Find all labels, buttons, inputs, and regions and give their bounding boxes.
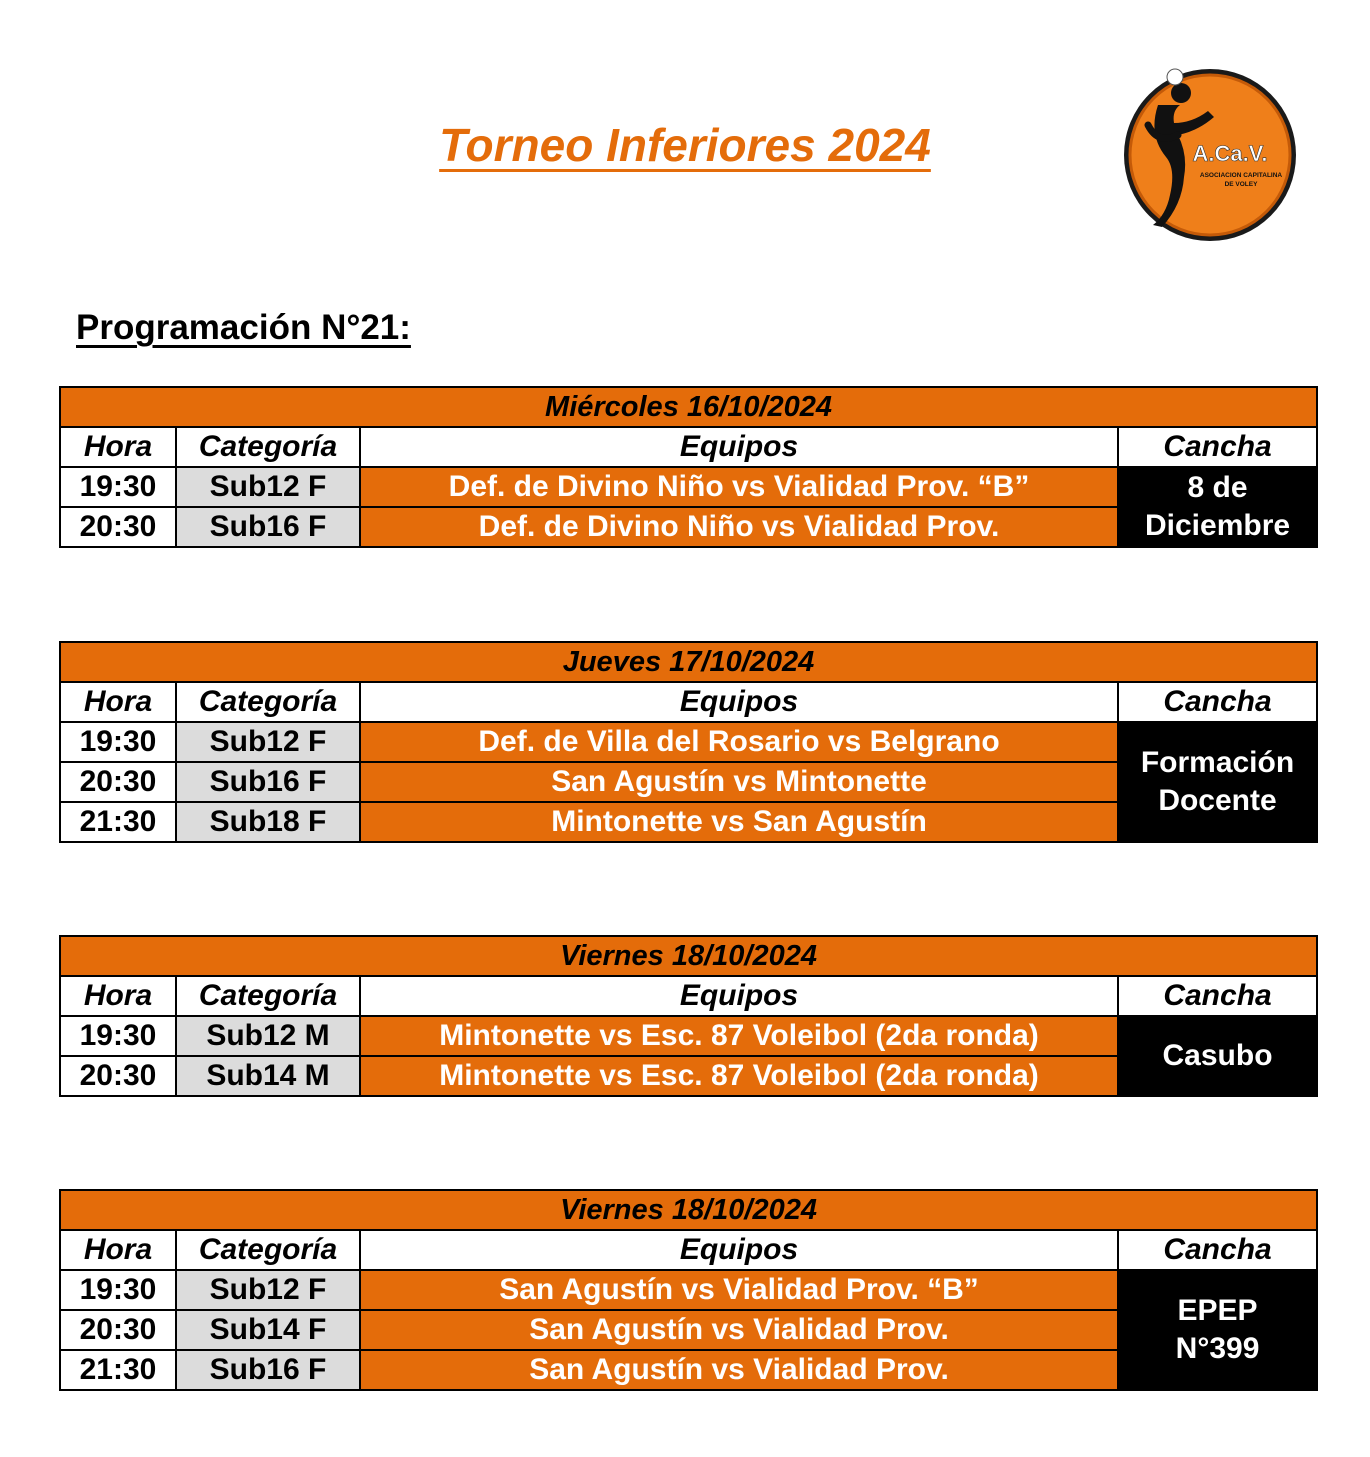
page-title-text: Torneo Inferiores 2024 [439, 119, 931, 171]
column-header-categoria: Categoría [176, 1230, 360, 1270]
schedule-table-day-2 [59, 641, 1318, 843]
match-hora: 20:30 [60, 762, 176, 802]
cancha-line-1: Formación [1140, 746, 1295, 779]
match-equipos: Def. de Villa del Rosario vs Belgrano [360, 722, 1118, 762]
column-header-equipos: Equipos [360, 427, 1118, 467]
match-hora: 19:30 [60, 467, 176, 507]
cancha-line-1: EPEP [1177, 1294, 1258, 1327]
match-categoria: Sub16 F [176, 1350, 360, 1390]
match-equipos: Mintonette vs Esc. 87 Voleibol (2da ronda) [360, 1056, 1118, 1096]
column-header-cancha: Cancha [1118, 427, 1317, 467]
match-hora: 19:30 [60, 722, 176, 762]
match-categoria: Sub12 F [176, 722, 360, 762]
cancha-line-2: Docente [1158, 784, 1277, 817]
match-row [60, 1270, 1317, 1310]
column-header-hora: Hora [60, 682, 176, 722]
logo-text: A.Ca.V. [1192, 141, 1268, 166]
schedule-table-day-1 [59, 386, 1318, 548]
schedule-table-day-4 [59, 1189, 1318, 1391]
programacion-heading [76, 308, 411, 348]
column-header-cancha: Cancha [1118, 682, 1317, 722]
column-header-equipos: Equipos [360, 682, 1118, 722]
logo-subtext-2: DE VOLEY [1224, 181, 1258, 188]
cancha-cell [1118, 722, 1317, 842]
match-equipos: Mintonette vs San Agustín [360, 802, 1118, 842]
column-header-categoria: Categoría [176, 976, 360, 1016]
match-categoria: Sub16 F [176, 507, 360, 547]
logo-subtext-1: ASOCIACION CAPITALINA [1199, 172, 1283, 179]
match-equipos: Def. de Divino Niño vs Vialidad Prov. “B” [360, 467, 1118, 507]
cancha-cell [1118, 1270, 1317, 1390]
match-equipos: San Agustín vs Vialidad Prov. [360, 1350, 1118, 1390]
match-categoria: Sub12 M [176, 1016, 360, 1056]
cancha-cell [1118, 467, 1317, 547]
programacion-text: Programación N°21: [76, 308, 411, 347]
match-equipos: Def. de Divino Niño vs Vialidad Prov. [360, 507, 1118, 547]
column-header-equipos: Equipos [360, 1230, 1118, 1270]
cancha-line-1: 8 de [1187, 471, 1248, 504]
day-header: Viernes 18/10/2024 [60, 1190, 1317, 1230]
column-header-equipos: Equipos [360, 976, 1118, 1016]
match-hora: 20:30 [60, 1056, 176, 1096]
day-header: Miércoles 16/10/2024 [60, 387, 1317, 427]
cancha-line-2: N°399 [1175, 1332, 1260, 1365]
column-header-hora: Hora [60, 427, 176, 467]
column-header-categoria: Categoría [176, 427, 360, 467]
column-header-cancha: Cancha [1118, 976, 1317, 1016]
match-hora: 20:30 [60, 1310, 176, 1350]
match-equipos: Mintonette vs Esc. 87 Voleibol (2da ronda) [360, 1016, 1118, 1056]
day-header: Jueves 17/10/2024 [60, 642, 1317, 682]
acav-logo [1118, 65, 1303, 245]
match-hora: 21:30 [60, 1350, 176, 1390]
match-categoria: Sub12 F [176, 467, 360, 507]
cancha-line-2: Diciembre [1144, 509, 1291, 542]
match-hora: 19:30 [60, 1016, 176, 1056]
day-header: Viernes 18/10/2024 [60, 936, 1317, 976]
match-hora: 19:30 [60, 1270, 176, 1310]
match-row [60, 467, 1317, 507]
match-categoria: Sub18 F [176, 802, 360, 842]
match-row [60, 1016, 1317, 1056]
match-hora: 21:30 [60, 802, 176, 842]
cancha-line-1: Casubo [1162, 1039, 1273, 1072]
match-equipos: San Agustín vs Mintonette [360, 762, 1118, 802]
column-header-hora: Hora [60, 976, 176, 1016]
match-equipos: San Agustín vs Vialidad Prov. “B” [360, 1270, 1118, 1310]
match-equipos: San Agustín vs Vialidad Prov. [360, 1310, 1118, 1350]
cancha-cell [1118, 1016, 1317, 1096]
match-hora: 20:30 [60, 507, 176, 547]
schedule-table-day-3 [59, 935, 1318, 1097]
column-header-categoria: Categoría [176, 682, 360, 722]
match-categoria: Sub14 M [176, 1056, 360, 1096]
match-categoria: Sub14 F [176, 1310, 360, 1350]
match-categoria: Sub12 F [176, 1270, 360, 1310]
column-header-hora: Hora [60, 1230, 176, 1270]
match-row [60, 722, 1317, 762]
column-header-cancha: Cancha [1118, 1230, 1317, 1270]
match-categoria: Sub16 F [176, 762, 360, 802]
